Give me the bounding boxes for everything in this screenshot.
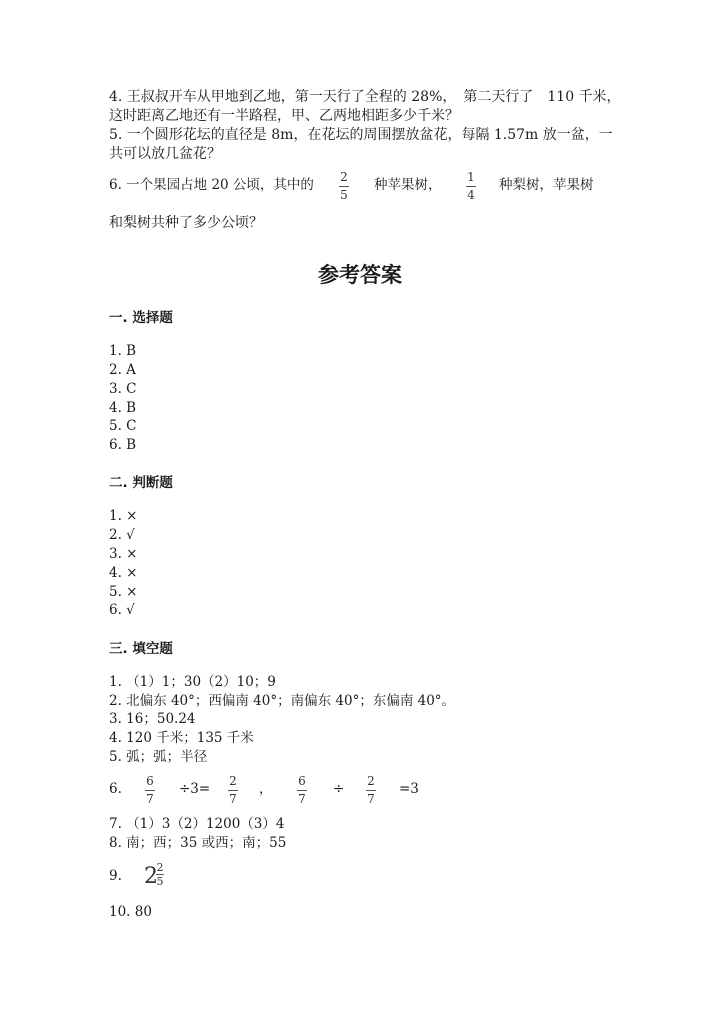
- section-1-item: 5. C: [109, 418, 137, 434]
- fraction-numerator: 2: [229, 774, 237, 788]
- section-2-item: 2. √: [109, 527, 135, 543]
- section-1-item: 2. A: [109, 362, 136, 378]
- section-1-item: 6. B: [109, 437, 137, 453]
- problem-6-middle: 种苹果树，: [374, 177, 442, 193]
- item-9-whole-number: 2: [144, 864, 158, 889]
- section-3-item: 3. 16；50.24: [109, 711, 196, 727]
- section-1-item: 3. C: [109, 381, 137, 397]
- problem-6-line-2: 和梨树共种了多少公顷？: [109, 215, 263, 231]
- item-6-operator-1: ÷3=: [179, 781, 211, 797]
- problem-6-prefix: 6. 一个果园占地 20 公顷，其中的: [109, 177, 314, 193]
- fraction-bar: [297, 790, 307, 791]
- problem-5-line-2: 共可以放几盆花？: [109, 146, 221, 162]
- section-3-item-9-label: 9.: [109, 868, 122, 884]
- section-3-item-6-label: 6.: [109, 781, 122, 797]
- fraction-numerator: 1: [467, 170, 475, 184]
- fraction-bar: [466, 186, 476, 187]
- section-3-item: 2. 北偏东 40°；西偏南 40°；南偏东 40°；东偏南 40°。: [109, 693, 456, 709]
- section-2-item: 1. ×: [109, 508, 138, 524]
- section-1-item: 4. B: [109, 400, 137, 416]
- item-6-fraction-a: [145, 775, 155, 806]
- fraction-denominator: 4: [467, 188, 475, 202]
- fraction-denominator: 7: [367, 792, 375, 806]
- fraction-denominator: 7: [298, 792, 306, 806]
- item-9-fraction: [156, 862, 164, 887]
- section-3-item-10: 10. 80: [109, 904, 152, 920]
- section-3-item: 4. 120 千米；135 千米: [109, 730, 254, 746]
- fraction-numerator: 2: [340, 170, 348, 184]
- fraction-bar: [228, 790, 238, 791]
- fraction-bar: [339, 186, 349, 187]
- problem-6-fraction-apple: [339, 171, 349, 202]
- item-6-result: =3: [399, 781, 419, 797]
- section-2-item: 5. ×: [109, 584, 138, 600]
- section-1-item: 1. B: [109, 343, 137, 359]
- section-3-item: 1. （1）1；30（2）10；9: [109, 674, 276, 690]
- section-3-item: 7. （1）3（2）1200（3）4: [109, 816, 285, 832]
- section-2-item: 6. √: [109, 602, 135, 618]
- fraction-numerator: 6: [146, 774, 154, 788]
- item-6-fraction-d: [366, 775, 376, 806]
- section-3-item: 8. 南；西；35 或西；南；55: [109, 835, 287, 851]
- fraction-numerator: 6: [298, 774, 306, 788]
- fraction-numerator: 2: [367, 774, 375, 788]
- fraction-bar: [366, 790, 376, 791]
- item-6-fraction-c: [297, 775, 307, 806]
- problem-4-line-2: 这时距离乙地还有一半路程，甲、乙两地相距多少千米？: [109, 108, 459, 124]
- item-6-operator-2: ÷: [333, 781, 345, 797]
- answers-title: 参考答案: [318, 263, 402, 287]
- fraction-denominator: 5: [340, 188, 348, 202]
- section-3-heading: 三. 填空题: [109, 641, 173, 657]
- problem-6-suffix: 种梨树，苹果树: [499, 177, 594, 193]
- section-3-item: 5. 弧；弧；半径: [109, 749, 208, 765]
- fraction-denominator: 7: [229, 792, 237, 806]
- problem-4-line-1: 4. 王叔叔开车从甲地到乙地，第一天行了全程的 28%， 第二天行了 110 千米，: [109, 89, 621, 105]
- section-1-heading: 一. 选择题: [109, 310, 173, 326]
- item-6-fraction-b: [228, 775, 238, 806]
- fraction-denominator: 7: [146, 792, 154, 806]
- fraction-numerator: 2: [156, 861, 164, 874]
- fraction-bar: [145, 790, 155, 791]
- problem-5-line-1: 5. 一个圆形花坛的直径是 8m，在花坛的周围摆放盆花，每隔 1.57m 放一盆，一: [109, 127, 613, 143]
- section-2-heading: 二. 判断题: [109, 475, 173, 491]
- problem-6-fraction-pear: [466, 171, 476, 202]
- item-6-separator: ，: [259, 781, 273, 797]
- section-2-item: 3. ×: [109, 546, 138, 562]
- fraction-denominator: 5: [156, 875, 164, 888]
- section-2-item: 4. ×: [109, 565, 138, 581]
